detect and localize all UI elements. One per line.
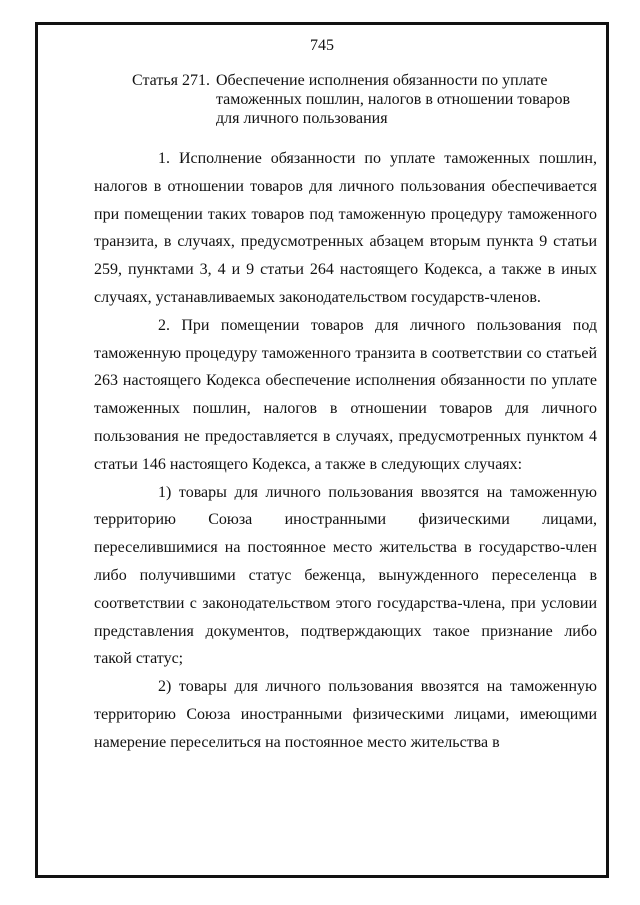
- page-frame: [35, 22, 609, 878]
- article-body: [94, 145, 597, 757]
- paragraph-1: 1. Исполнение обязанности по уплате таможенных пошлин, налогов в отношении товаров для личного пользования обеспечивается при помещении таких товаров под таможенную процедуру таможенного транзита, в случаях, предусмотренных абзацем вторым пункта 9 статьи 259, пунктами 3, 4 и 9 статьи 264 настоящего Кодекса, а также в иных случаях, устанавливаемых законодательством государств-членов.: [94, 150, 597, 306]
- article-number: Статья 271.: [132, 72, 210, 89]
- article-heading: [132, 71, 592, 128]
- subparagraph-2: 2) товары для личного пользования ввозятся на таможенную территорию Союза иностранными физическими лицами, имеющими намерение переселиться на постоянное место жительства в: [94, 678, 597, 751]
- page-number: 745: [310, 37, 334, 54]
- subparagraph-1: 1) товары для личного пользования ввозятся на таможенную территорию Союза иностранными физическими лицами, переселившимися на постоянное место жительства в государство-член либо получившими статус беженца, вынужденного переселенца в соответствии с законодательством этого государства-члена, при условии представления документов, подтверждающих такое признание либо такой статус;: [94, 483, 597, 668]
- paragraph-2: 2. При помещении товаров для личного пользования под таможенную процедуру таможенного транзита в соответствии со статьей 263 настоящего Кодекса обеспечение исполнения обязанности по уплате таможенных пошлин, налогов в отношении товаров для личного пользования не предоставляется в случаях, предусмотренных пунктом 4 статьи 146 настоящего Кодекса, а также в следующих случаях:: [94, 316, 597, 473]
- article-title: Обеспечение исполнения обязанности по уплате таможенных пошлин, налогов в отношении товаров для личного пользования: [215, 72, 571, 127]
